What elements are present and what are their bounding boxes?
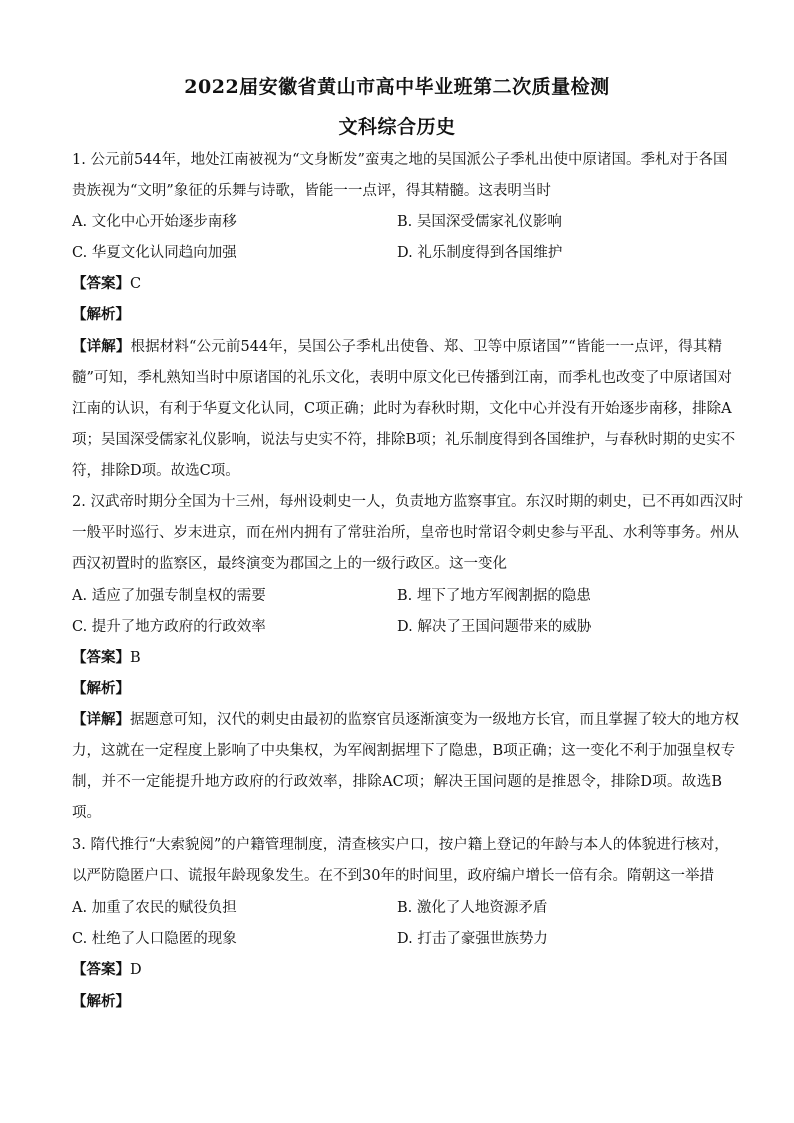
- q1-answer-tag: 【答案】: [72, 275, 130, 292]
- q3-option-c: C. 杜绝了人口隐匿的现象: [72, 931, 237, 947]
- q1-detail-line-4: 项；吴国深受儒家礼仪影响，说法与史实不符，排除B项；礼乐制度得到各国维护，与春秋时期的史实不: [72, 432, 736, 448]
- q2-analysis-heading: 【解析】: [72, 680, 130, 697]
- q1-stem-line-2: 贵族视为“文明”象征的乐舞与诗歌，皆能一一点评，得其精髓。这表明当时: [72, 183, 551, 199]
- q2-option-d: D. 解决了王国问题带来的威胁: [397, 619, 592, 635]
- q2-detail-line-1: [72, 710, 739, 730]
- q1-detail-line-5: 符，排除D项。故选C项。: [72, 463, 240, 479]
- q1-detail-line-3: 江南的认识，有利于华夏文化认同，C项正确；此时为春秋时期，文化中心并没有开始逐步南移，排除A: [72, 401, 732, 417]
- q2-detail-line-3: 制，并不一定能提升地方政府的行政效率，排除AC项；解决王国问题的是推恩令，排除D项。故选B: [72, 774, 722, 790]
- q3-answer-value: D: [130, 962, 142, 978]
- q2-answer-value: B: [130, 650, 141, 666]
- q1-answer-value: C: [130, 276, 142, 292]
- q3-answer-tag: 【答案】: [72, 961, 130, 978]
- q2-stem-line-2: 一般平时巡行、岁末进京，而在州内拥有了常驻治所，皇帝也时常诏令刺史参与平乱、水利等事务。州从: [72, 525, 739, 541]
- q3-stem-line-1: 3. 隋代推行“大索貌阅”的户籍管理制度，清查核实户口，按户籍上登记的年龄与本人的体貌进行核对，: [72, 837, 729, 853]
- q1-detail-line-2: 髓”可知，季札熟知当时中原诸国的礼乐文化，表明中原文化已传播到江南，而季札也改变了中原诸国对: [72, 370, 732, 386]
- q1-detail-line-1: [72, 337, 722, 357]
- q2-option-c: C. 提升了地方政府的行政效率: [72, 619, 266, 635]
- q3-option-b: B. 激化了人地资源矛盾: [397, 900, 548, 916]
- q1-option-b: B. 吴国深受儒家礼仪影响: [397, 214, 562, 230]
- page-title: 2022届安徽省黄山市高中毕业班第二次质量检测: [184, 76, 610, 98]
- q2-detail-text-1: 据题意可知，汉代的刺史由最初的监察官员逐渐演变为一级地方长官，而且掌握了较大的地方权: [130, 712, 739, 728]
- q1-stem-line-1: 1. 公元前544年，地处江南被视为“文身断发”蛮夷之地的吴国派公子季札出使中原诸国。季札对于各国: [72, 152, 728, 168]
- q1-analysis-heading: 【解析】: [72, 306, 130, 323]
- q1-option-a: A. 文化中心开始逐步南移: [72, 214, 237, 230]
- q1-option-c: C. 华夏文化认同趋向加强: [72, 245, 237, 261]
- q2-stem-line-1: 2. 汉武帝时期分全国为十三州，每州设刺史一人，负责地方监察事宜。东汉时期的刺史，已不再如西汉时: [72, 494, 743, 510]
- q3-option-d: D. 打击了豪强世族势力: [397, 931, 548, 947]
- q3-answer: [72, 960, 142, 980]
- q3-analysis-heading: 【解析】: [72, 993, 130, 1010]
- q2-answer: [72, 648, 141, 668]
- q1-detail-text-1: 根据材料“公元前544年，吴国公子季札出使鲁、郑、卫等中原诸国”“皆能一一点评，得其精: [130, 339, 723, 355]
- q3-stem-line-2: 以严防隐匿户口、谎报年龄现象发生。在不到30年的时间里，政府编户增长一倍有余。隋朝这一举措: [72, 868, 714, 884]
- q2-stem-line-3: 西汉初置时的监察区，最终演变为郡国之上的一级行政区。这一变化: [72, 556, 507, 572]
- q3-option-a: A. 加重了农民的赋役负担: [72, 900, 237, 916]
- q1-option-d: D. 礼乐制度得到各国维护: [397, 245, 563, 261]
- q2-detail-line-2: 力，这就在一定程度上影响了中央集权，为军阀割据埋下了隐患，B项正确；这一变化不利于加强皇权专: [72, 743, 736, 759]
- page-subtitle: 文科综合历史: [338, 116, 456, 138]
- q2-option-b: B. 埋下了地方军阀割据的隐患: [397, 588, 591, 604]
- q2-answer-tag: 【答案】: [72, 649, 130, 666]
- q1-answer: [72, 274, 141, 294]
- q1-detail-tag: 【详解】: [72, 338, 131, 355]
- q2-detail-tag: 【详解】: [72, 711, 130, 728]
- q2-option-a: A. 适应了加强专制皇权的需要: [72, 588, 266, 604]
- q2-detail-line-4: 项。: [72, 805, 101, 821]
